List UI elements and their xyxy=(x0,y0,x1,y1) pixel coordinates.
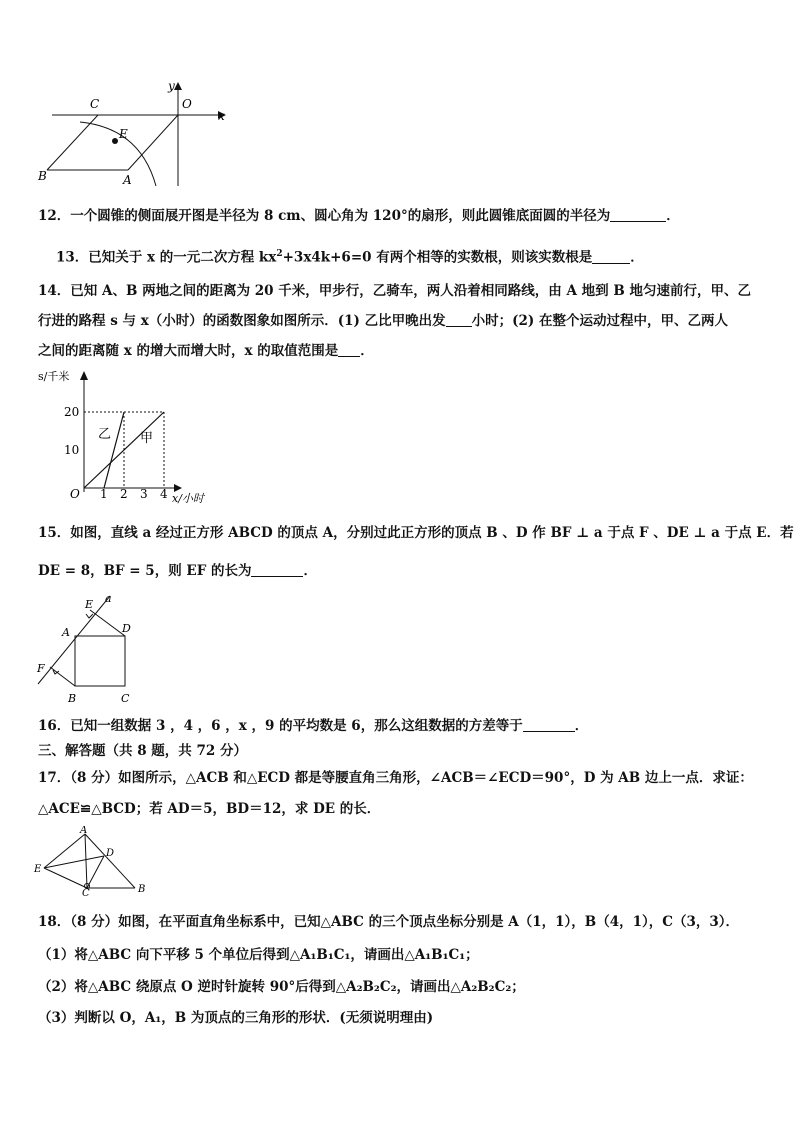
x-tick-3: 3 xyxy=(140,487,148,501)
segment-ac xyxy=(85,834,87,888)
label-yi: 乙 xyxy=(98,427,112,442)
s-axis-label: s/千米 xyxy=(38,370,70,383)
figure-square-line xyxy=(30,592,150,708)
label-y: y xyxy=(168,79,175,93)
question-12 xyxy=(38,206,680,226)
question-14-line-3a: 之间的距离随 x 的增大而增大时，x 的取值范围是 xyxy=(38,343,339,359)
square-abcd xyxy=(75,636,125,686)
t-axis-label: x/小时 xyxy=(172,492,204,505)
y-tick-20: 20 xyxy=(64,405,80,419)
figure-coordinate-parallelogram xyxy=(30,78,240,196)
figure-distance-time-graph xyxy=(34,364,224,508)
t-axis-arrow xyxy=(174,484,182,492)
question-14-line-3b: ． xyxy=(360,343,374,359)
label-d: D xyxy=(106,848,115,859)
segment-bf xyxy=(50,667,75,686)
question-13-exponent: 2 xyxy=(276,249,283,259)
question-13-post: +3x4k+6=0 有两个相等的实数根，则该实数根是 xyxy=(282,249,593,266)
label-a-line: a xyxy=(105,592,112,605)
label-jia: 甲 xyxy=(140,431,154,446)
line-yi xyxy=(104,412,124,488)
question-16-end: ． xyxy=(574,718,589,734)
answer-blank-12[interactable] xyxy=(610,207,666,222)
x-tick-2: 2 xyxy=(120,487,128,501)
answer-blank-16[interactable] xyxy=(523,717,575,732)
label-b: B xyxy=(38,169,47,183)
section-heading-3: 三、解答题（共 8 题，共 72 分） xyxy=(38,743,247,759)
arc xyxy=(80,122,156,186)
x-tick-4: 4 xyxy=(160,487,168,501)
segment-cd xyxy=(87,856,104,888)
segment-ed xyxy=(44,856,104,868)
question-18-sub-3: （3）判断以 O，A₁，B 为顶点的三角形的形状．(无须说明理由) xyxy=(38,1010,434,1026)
origin-label: O xyxy=(70,487,80,501)
y-axis-arrow xyxy=(174,82,182,90)
question-15-line-2a: DE = 8，BF = 5，则 EF 的长为 xyxy=(38,563,252,579)
label-e: E xyxy=(34,864,42,875)
question-14-line-2a: 行进的路程 s 与 x（小时）的函数图象如图所示．(1) 乙比甲晚出发 xyxy=(38,313,446,329)
answer-blank-13[interactable] xyxy=(592,249,630,264)
answer-blank-15[interactable] xyxy=(251,562,303,577)
question-14-line-1: 14．已知 A、B 两地之间的距离为 20 千米，甲步行，乙骑车，两人沿着相同路线，由 A 地到 B 地匀速前行，甲、乙 xyxy=(38,283,751,299)
line-a xyxy=(38,596,110,684)
label-a: A xyxy=(123,173,132,187)
question-16-text: 16．已知一组数据 3 ，4 ，6 ，x ，9 的平均数是 6，那么这组数据的方差等于 xyxy=(38,718,523,734)
question-16 xyxy=(38,716,588,736)
question-13 xyxy=(56,244,644,268)
y-tick-10: 10 xyxy=(64,443,80,457)
segment-ao xyxy=(128,115,178,170)
question-13-pre: 13．已知关于 x 的一元二次方程 kx xyxy=(56,249,277,266)
label-e: E xyxy=(119,127,128,141)
label-c: C xyxy=(82,888,90,896)
question-14-line-2 xyxy=(38,311,728,331)
label-e: E xyxy=(85,598,94,611)
question-15-line-1: 15．如图，直线 a 经过正方形 ABCD 的顶点 A，分别过此正方形的顶点 B 、D 作 BF ⊥ a 于点 F 、DE ⊥ a 于点 E．若 xyxy=(38,525,794,541)
question-17-line-1: 17．（8 分）如图所示，△ACB 和△ECD 都是等腰直角三角形，∠ACB＝∠ECD＝90°，D 为 AB 边上一点．求证： xyxy=(38,770,753,786)
question-15-line-2b: ． xyxy=(303,563,317,579)
label-x: x xyxy=(218,109,225,123)
question-14-line-2b: 小时；(2) 在整个运动过程中，甲、乙两人 xyxy=(471,313,728,329)
label-c: C xyxy=(121,692,130,705)
label-d: D xyxy=(122,622,131,635)
label-o: O xyxy=(182,97,192,111)
label-f: F xyxy=(37,662,45,675)
answer-blank-14-1[interactable] xyxy=(446,312,472,327)
answer-blank-14-2[interactable] xyxy=(338,342,360,357)
question-12-end: ． xyxy=(666,208,680,224)
label-b: B xyxy=(138,884,146,895)
question-13-end: ． xyxy=(630,249,644,266)
question-12-text: 12．一个圆锥的侧面展开图是半径为 8 cm、圆心角为 120°的扇形，则此圆锥底面圆的半径为 xyxy=(38,208,611,224)
question-18-line-1: 18．（8 分）如图，在平面直角坐标系中，已知△ABC 的三个顶点坐标分别是 A（1，1），B（4，1），C（3，3）． xyxy=(38,914,740,930)
segment-de xyxy=(90,610,125,636)
figure-isosceles-triangles xyxy=(32,826,152,896)
question-18-sub-2: （2）将△ABC 绕原点 O 逆时针旋转 90°后得到△A₂B₂C₂，请画出△A₂B₂C₂； xyxy=(38,979,525,995)
question-18-sub-1: （1）将△ABC 向下平移 5 个单位后得到△A₁B₁C₁，请画出△A₁B₁C₁； xyxy=(38,947,479,963)
segment-ab xyxy=(85,834,135,888)
label-b: B xyxy=(68,692,77,705)
question-17-line-2: △ACE≌△BCD；若 AD＝5，BD＝12，求 DE 的长． xyxy=(38,801,381,817)
label-c: C xyxy=(90,97,100,111)
s-axis-arrow xyxy=(80,371,88,380)
x-tick-1: 1 xyxy=(100,487,108,501)
point-e xyxy=(112,138,118,144)
segment-ec xyxy=(44,868,87,888)
segment-ea xyxy=(44,834,85,868)
question-15-line-2 xyxy=(38,561,317,581)
label-a: A xyxy=(62,626,70,639)
label-a: A xyxy=(80,826,88,836)
question-14-line-3 xyxy=(38,341,374,361)
